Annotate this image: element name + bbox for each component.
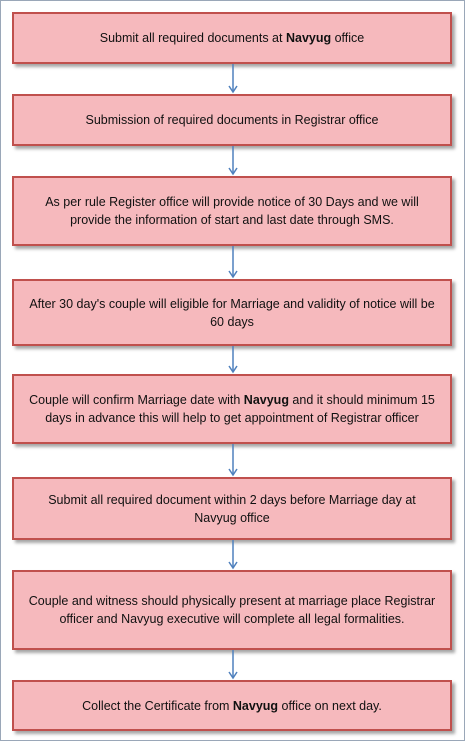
- step-1-text: [100, 29, 365, 47]
- step-4-box: [12, 279, 452, 346]
- brand-name-text: Navyug: [285, 31, 332, 45]
- step-7-box: [12, 570, 452, 650]
- step-text-segment: As per rule Register office will provide notice of 30 Days and we will provide the information of start and last date through SMS.: [45, 195, 419, 227]
- arrow-4-5: [227, 346, 239, 374]
- step-text-segment: Couple will confirm Marriage date with: [29, 393, 244, 407]
- step-5-box: [12, 374, 452, 444]
- step-3-text: [28, 193, 436, 229]
- step-4-text: [28, 295, 436, 331]
- step-text-segment: Submit all required document within 2 days before Marriage day at Navyug office: [48, 492, 416, 525]
- step-2-text: [86, 111, 379, 129]
- step-text-segment: Collect the Certificate from: [82, 698, 233, 713]
- arrow-5-6: [227, 444, 239, 477]
- step-1-box: [12, 12, 452, 64]
- step-3-box: [12, 176, 452, 246]
- arrow-2-3: [227, 146, 239, 176]
- arrow-6-7: [227, 540, 239, 570]
- step-2-box: [12, 94, 452, 146]
- step-8-text: [82, 697, 382, 715]
- brand-name-text: Navyug: [243, 393, 289, 407]
- step-5-text: [28, 391, 436, 427]
- step-6-text: [28, 491, 436, 527]
- step-text-segment: After 30 day's couple will eligible for Marriage and validity of notice will be 60 days: [29, 296, 435, 329]
- step-text-segment: Submit all required documents at: [99, 31, 286, 45]
- arrow-7-8: [227, 650, 239, 680]
- brand-name-text: Navyug: [232, 698, 279, 713]
- step-7-text: [28, 592, 436, 628]
- arrow-3-4: [227, 246, 239, 279]
- arrow-1-2: [227, 64, 239, 94]
- step-text-segment: Couple and witness should physically present at marriage place Registrar officer and Navyug executive will complete all legal formalities.: [28, 594, 436, 626]
- step-text-segment: Submission of required documents in Registrar office: [85, 113, 379, 127]
- step-8-box: [12, 680, 452, 731]
- step-text-segment: office on next day.: [278, 698, 382, 713]
- step-6-box: [12, 477, 452, 540]
- step-text-segment: office: [331, 31, 365, 45]
- step-text-segment: and it should minimum 15 days in advance this will help to get appointment of Registrar officer: [45, 393, 435, 425]
